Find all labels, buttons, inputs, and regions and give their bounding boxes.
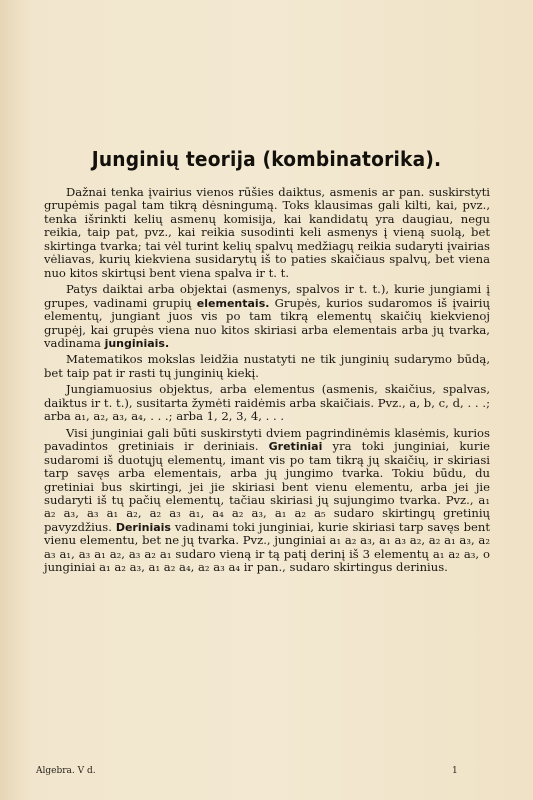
text-run: Dažnai tenka įvairius vienos rūšies daiktus, asmenis ar pan. suskirstyti grupėmis pagal tam tikrą dėsningumą. Toks klausimas gali kilti, kai, pvz., tenka išrinkti kelių asmenų komisija, kai kandidatų yra daugiau, negu reikia, taip pat, pvz., kai reikia susodinti keli asmenys į vieną suolą, bet skirtinga tvarka; tai vėl turint kelių spalvų medžiagų reikia sudaryti įvairias vėliavas, kurių kiekviena susidarytų iš to paties skaičiaus spalvų, bet viena nuo kitos skirtųsi bent viena spalva ir t. t. bbox=[44, 185, 490, 280]
paragraph bbox=[44, 427, 490, 575]
paragraph bbox=[44, 186, 490, 280]
paragraph bbox=[44, 383, 490, 423]
bold-term: junginiais. bbox=[104, 336, 170, 350]
bold-term: Gretiniai bbox=[268, 440, 323, 454]
text-run: Grupės, kurios sudaromos iš įvairių elementų, jungiant juos vis po tam tikrą elementų skaičių kiekvienoj grupėj, kai grupės viena nuo kitos skiriasi arba elementais arba jų tvarka, vadinama bbox=[44, 295, 490, 350]
paragraph bbox=[44, 283, 490, 350]
text-run: vadinami toki junginiai, kurie skiriasi tarp savęs bent vienu elementu, bet ne jų tvarka. Pvz., junginiai a₁ a₂ a₃, a₁ a₃ a₂, a₂ a₁ a₃, a₂ a₃ a₁, a₃ a₁ a₂, a₃ a₂ a₁ sudaro vieną ir tą patį derinį iš 3 elementų a₁ a₂ a₃, o junginiai a₁ a₂ a₃, a₁ a₂ a₄, a₂ a₃ a₄ ir pan., sudaro skirtingus derinius. bbox=[44, 519, 490, 575]
bold-term: elementais. bbox=[196, 296, 270, 310]
text-run: Matematikos mokslas leidžia nustatyti ne tik junginių sudarymo būdą, bet taip pat ir rasti tų junginių kiekį. bbox=[44, 352, 490, 380]
page-number: 1 bbox=[452, 766, 458, 776]
body-text bbox=[44, 186, 490, 578]
text-run: Patys daiktai arba objektai (asmenys, spalvos ir t. t.), kurie jungiami į grupes, vadinami grupių bbox=[44, 282, 490, 310]
text-run: Visi junginiai gali būti suskirstyti dviem pagrindinėmis klasėmis, kurios pavadintos gretiniais ir deriniais. bbox=[44, 425, 490, 454]
page-title: Junginių teorija (kombinatorika). bbox=[91, 147, 442, 171]
footer-signature: Algebra. V d. bbox=[36, 766, 96, 776]
text-run: yra toki junginiai, kurie sudaromi iš duotųjų elementų, imant vis po tam tikrą jų skaičių, ir skiriasi tarp savęs arba elementais, arba jų jungimo tvarka. Tokiu būdu, du gretiniai bus skirtingi, jei jie skiriasi bent vienu elementu, arba jei jie sudaryti iš tų pačių elementų, tačiau skiriasi jų sujungimo tvarka. Pvz., a₁ a₂ a₃, a₃ a₁ a₂, a₂ a₃ a₁, a₄ a₂ a₃, a₁ a₂ a₅ sudaro skirtingų gretinių pavyzdžius. bbox=[44, 439, 491, 534]
paragraph bbox=[44, 353, 490, 380]
bold-term: Deriniais bbox=[115, 520, 171, 534]
text-run: Jungiamuosius objektus, arba elementus (asmenis, skaičius, spalvas, daiktus ir t. t.), susitarta žymėti raidėmis arba skaičiais. Pvz., a, b, c, d, . . .; arba a₁, a₂, a₃, a₄, . . .; arba 1, 2, 3, 4, . . . bbox=[44, 382, 490, 424]
